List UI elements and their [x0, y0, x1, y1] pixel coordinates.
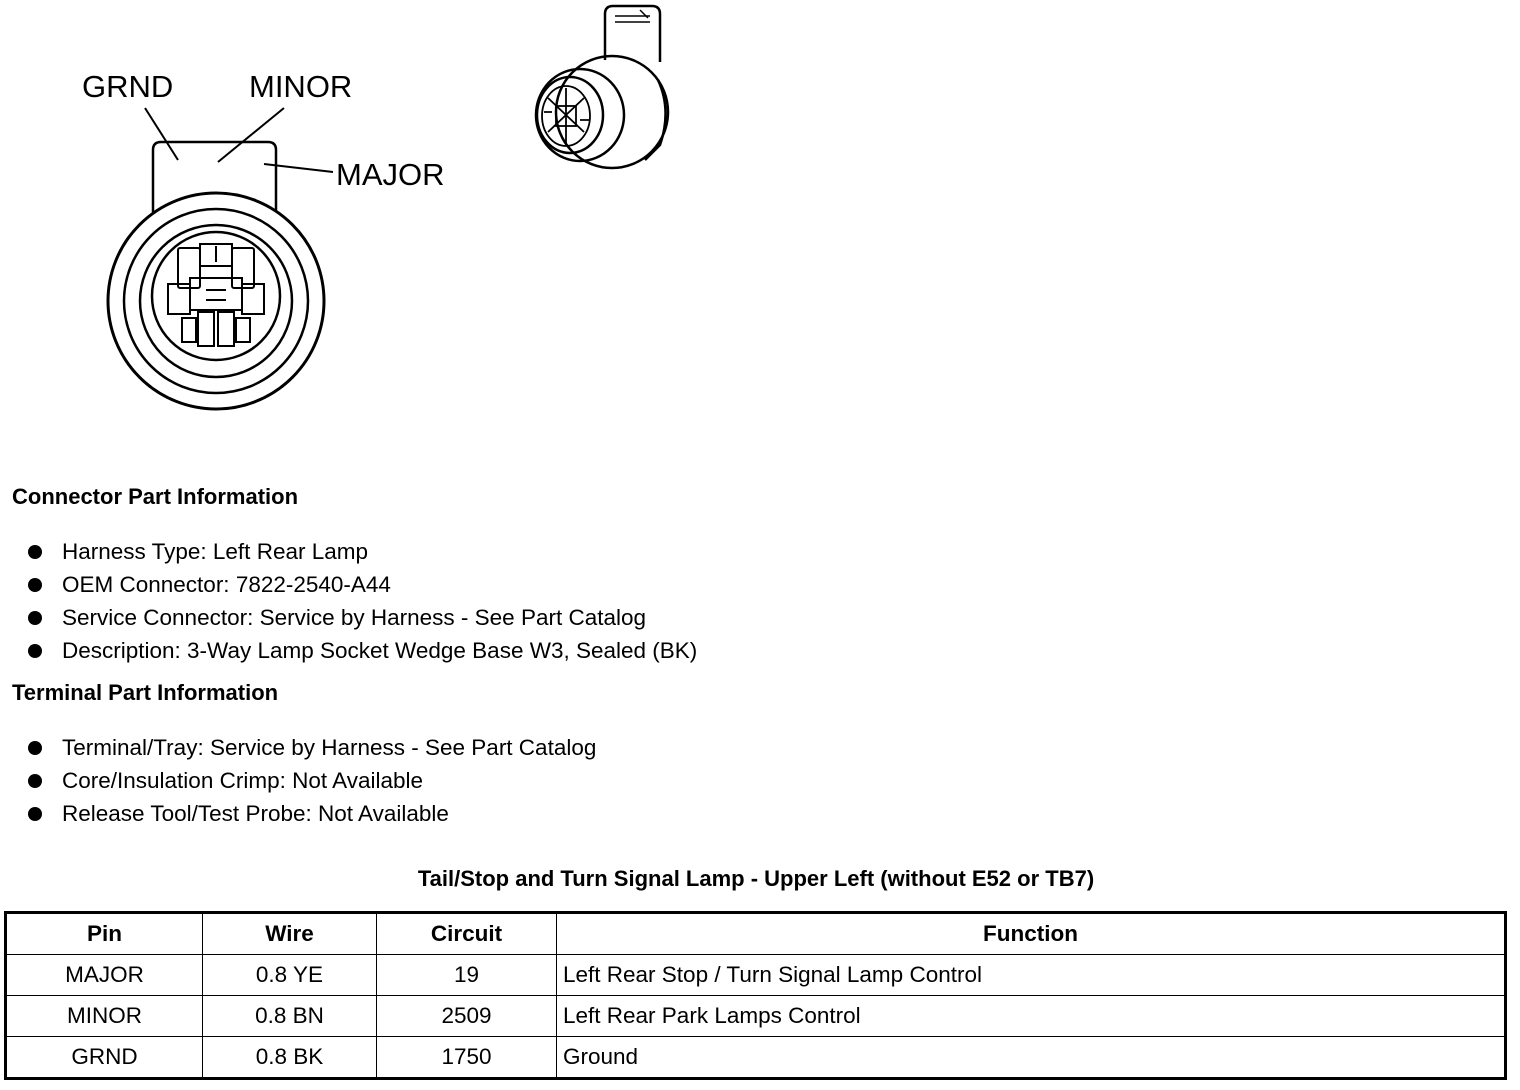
bullet-icon	[28, 807, 42, 821]
pin-table	[4, 911, 1507, 1080]
connector-info-list	[28, 535, 697, 667]
grnd-label: GRND	[82, 69, 174, 104]
socket-tab-ridges	[615, 16, 650, 22]
socket-terminals	[168, 244, 264, 346]
socket-tab	[605, 6, 660, 62]
socket-perspective-view	[536, 6, 668, 168]
list-item	[28, 568, 697, 601]
list-item-text: Core/Insulation Crimp: Not Available	[62, 768, 424, 793]
leader-lines	[145, 108, 333, 172]
major-label: MAJOR	[336, 157, 445, 192]
wire-column-header: Wire	[203, 913, 377, 955]
list-item-text: Service Connector: Service by Harness - See Part Catalog	[62, 605, 647, 630]
circuit-cell: 19	[377, 955, 557, 996]
major-leader-line	[264, 164, 333, 172]
list-item	[28, 601, 697, 634]
list-item-text: Release Tool/Test Probe: Not Available	[62, 801, 449, 826]
list-item	[28, 764, 596, 797]
socket-flange-edge	[645, 80, 666, 160]
terminal-info-heading: Terminal Part Information	[12, 680, 279, 705]
list-item-text: Description: 3-Way Lamp Socket Wedge Base W3, Sealed (BK)	[62, 638, 698, 663]
circuit-cell: 2509	[377, 996, 557, 1037]
list-item	[28, 797, 596, 830]
terminal-info-list	[28, 731, 596, 830]
minor-label: MINOR	[249, 69, 353, 104]
socket-front-view	[108, 142, 324, 409]
bullet-icon	[28, 741, 42, 755]
pin-table-caption: Tail/Stop and Turn Signal Lamp - Upper Left (without E52 or TB7)	[417, 866, 1095, 891]
minor-leader-line	[218, 108, 284, 162]
pin-column-header: Pin	[6, 913, 203, 955]
table-row	[6, 996, 1506, 1037]
wire-cell: 0.8 BK	[203, 1037, 377, 1079]
list-item	[28, 535, 697, 568]
function-cell: Left Rear Park Lamps Control	[557, 996, 1506, 1037]
list-item	[28, 634, 697, 667]
list-item-text: OEM Connector: 7822-2540-A44	[62, 572, 391, 597]
bullet-icon	[28, 774, 42, 788]
circuit-cell: 1750	[377, 1037, 557, 1079]
bullet-icon	[28, 644, 42, 658]
socket-body-face	[537, 77, 603, 153]
list-item	[28, 731, 596, 764]
socket-perspective-terminals	[542, 86, 590, 146]
function-cell: Left Rear Stop / Turn Signal Lamp Control	[557, 955, 1506, 996]
list-item-text: Terminal/Tray: Service by Harness - See Part Catalog	[62, 735, 597, 760]
pin-cell: MAJOR	[6, 955, 203, 996]
circuit-column-header: Circuit	[377, 913, 557, 955]
socket-body-rim	[536, 69, 624, 161]
wire-cell: 0.8 YE	[203, 955, 377, 996]
bullet-icon	[28, 611, 42, 625]
function-column-header: Function	[557, 913, 1506, 955]
pin-cell: GRND	[6, 1037, 203, 1079]
table-header-row	[6, 913, 1506, 955]
wire-cell: 0.8 BN	[203, 996, 377, 1037]
list-item-text: Harness Type: Left Rear Lamp	[62, 539, 368, 564]
grnd-leader-line	[145, 108, 178, 160]
table-row	[6, 955, 1506, 996]
connector-info-heading: Connector Part Information	[12, 484, 299, 509]
connector-diagram-svg	[0, 0, 720, 440]
bullet-icon	[28, 578, 42, 592]
function-cell: Ground	[557, 1037, 1506, 1079]
socket-flange	[556, 56, 668, 168]
table-row	[6, 1037, 1506, 1079]
pin-cell: MINOR	[6, 996, 203, 1037]
bullet-icon	[28, 545, 42, 559]
connector-diagram	[0, 0, 720, 440]
